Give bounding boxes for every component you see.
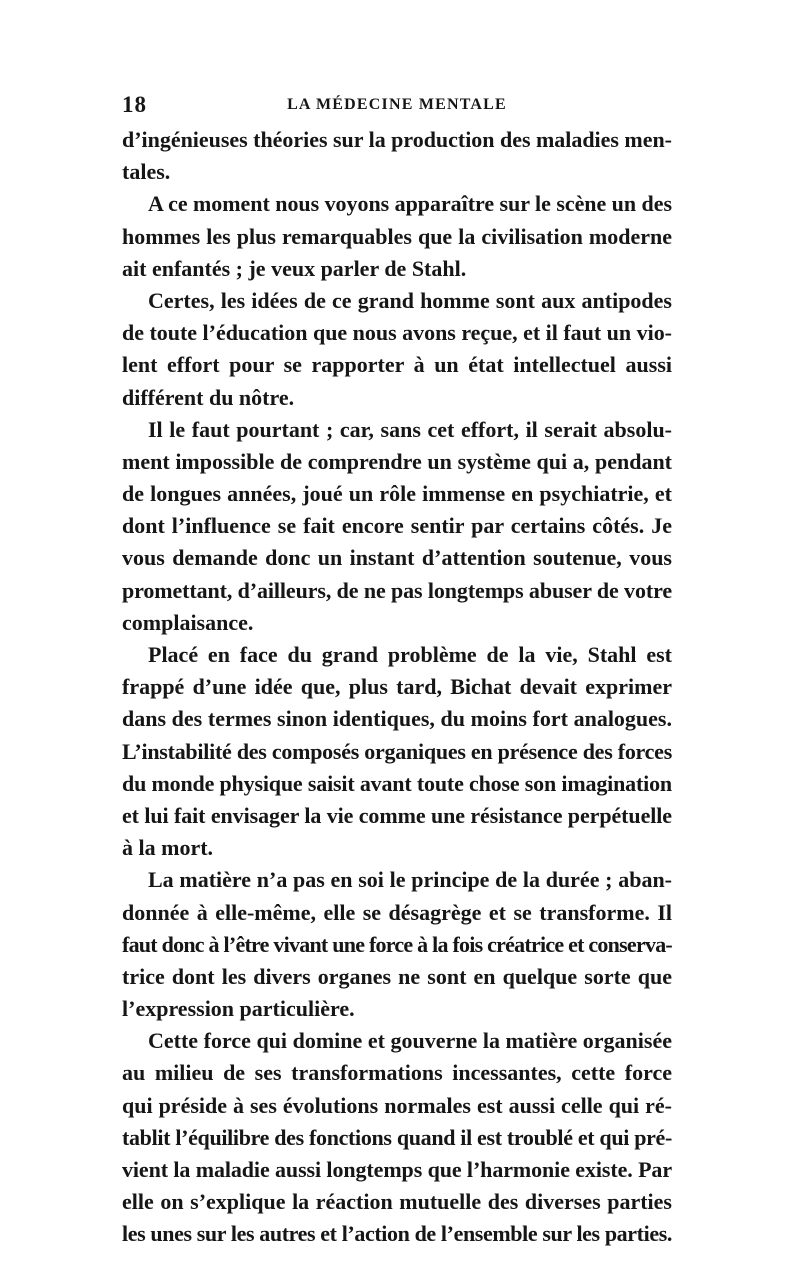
text-line: au milieu de ses transformations incessantes, cette force [122,1060,672,1086]
text-line: Il le faut pourtant ; car, sans cet effort, il serait absolu- [148,416,672,442]
text-line: de toute l’éducation que nous avons reçue, et il faut un vio- [122,320,672,346]
text-line: frappé d’une idée que, plus tard, Bichat devait exprimer [122,674,672,700]
text-line: dont l’influence se fait encore sentir par certains côtés. Je [122,513,672,539]
body-text [122,124,672,1251]
text-line: faut donc à l’être vivant une force à la fois créatrice et conserva- [122,931,672,957]
text-line: et lui fait envisager la vie comme une résistance perpétuelle [122,802,672,828]
text-line: tablit l’équilibre des fonctions quand il est troublé et qui pré- [122,1124,672,1150]
text-line: qui préside à ses évolutions normales est aussi celle qui ré- [122,1092,672,1118]
text-line: donnée à elle-même, elle se désagrège et se transforme. Il [122,899,672,925]
text-line: Certes, les idées de ce grand homme sont aux antipodes [148,287,672,313]
text-line: tales. [122,159,171,185]
text-line: La matière n’a pas en soi le principe de la durée ; aban- [148,867,672,893]
text-line: vous demande donc un instant d’attention soutenue, vous [122,545,672,571]
text-line: hommes les plus remarquables que la civilisation moderne [122,223,672,249]
text-line: elle on s’explique la réaction mutuelle des diverses parties [122,1189,672,1215]
text-line: promettant, d’ailleurs, de ne pas longtemps abuser de votre [122,577,672,603]
text-line: L’instabilité des composés organiques en présence des forces [122,738,672,764]
text-line: trice dont les divers organes ne sont en quelque sorte que [122,963,672,989]
page-number: 18 [122,92,147,117]
text-line: A ce moment nous voyons apparaître sur le scène un des [148,191,672,217]
text-line: à la mort. [122,835,214,861]
text-line: dans des termes sinon identiques, du moins fort analogues. [122,706,672,732]
text-line: d’ingénieuses théories sur la production des maladies men- [122,127,672,152]
text-line: lent effort pour se rapporter à un état intellectuel aussi [122,352,672,378]
text-line: vient la maladie aussi longtemps que l’harmonie existe. Par [122,1157,672,1182]
text-line: de longues années, joué un rôle immense en psychiatrie, et [122,481,672,507]
text-line: les unes sur les autres et l’action de l’ensemble sur les parties. [122,1221,672,1247]
text-line: du monde physique saisit avant toute chose son imagination [122,770,672,796]
text-line: Placé en face du grand problème de la vie, Stahl est [148,642,672,667]
running-title: LA MÉDECINE MENTALE [287,96,507,113]
text-line: différent du nôtre. [122,384,295,410]
text-line: Cette force qui domine et gouverne la matière organisée [148,1028,672,1054]
page-header [122,92,672,118]
text-line: l’expression particulière. [122,996,355,1022]
text-line: ment impossible de comprendre un système qui a, pendant [122,448,672,474]
text-line: complaisance. [122,609,254,635]
text-line: ait enfantés ; je veux parler de Stahl. [122,255,467,281]
